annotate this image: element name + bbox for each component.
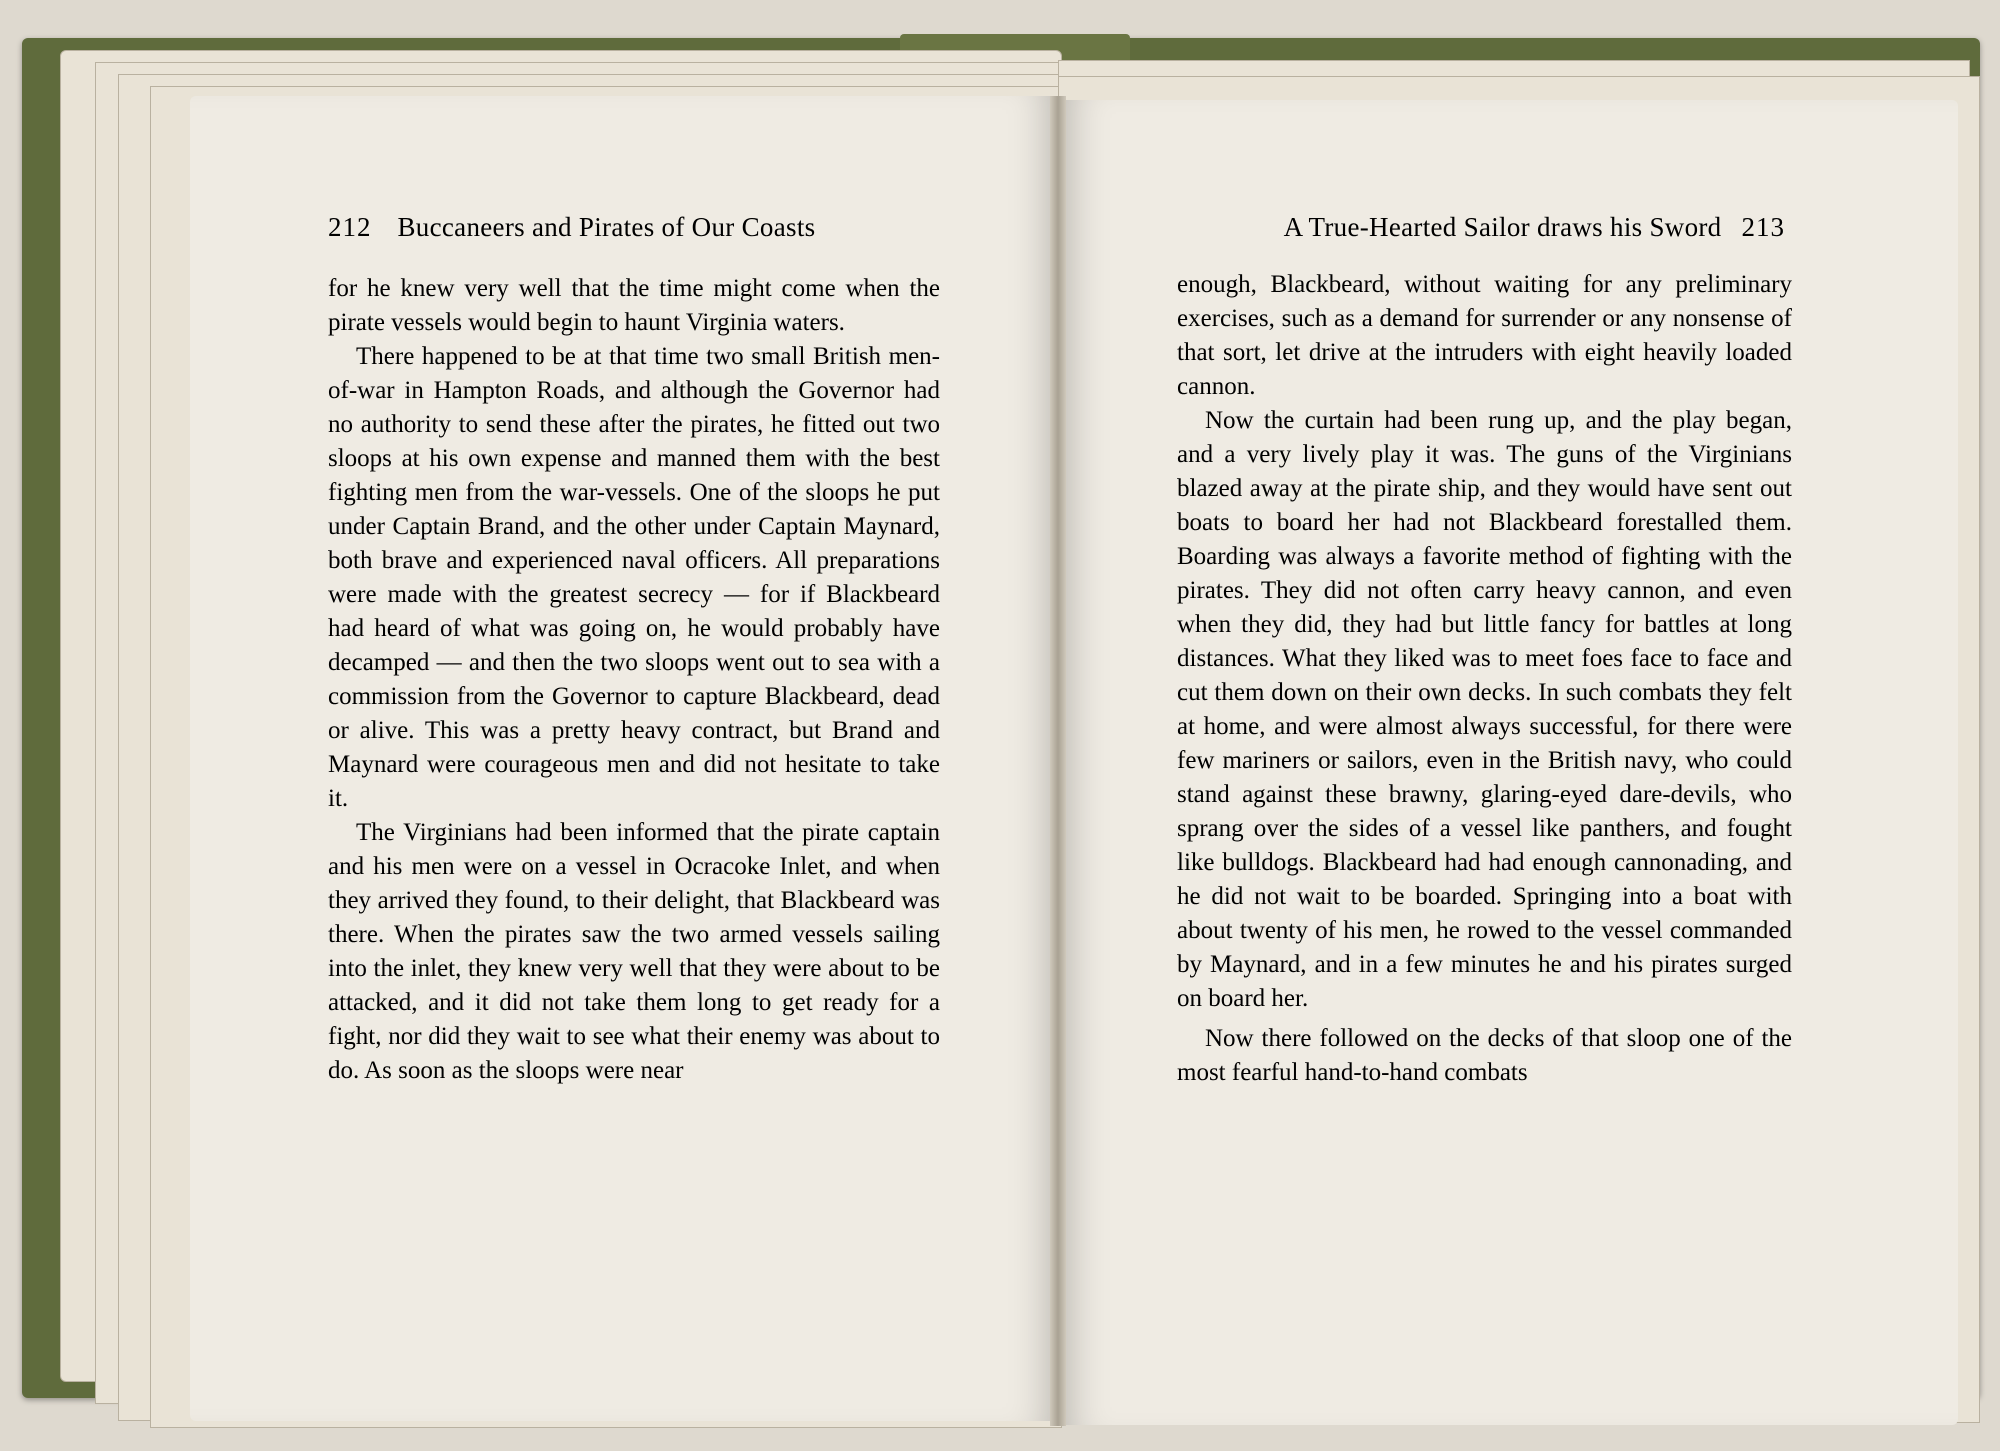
left-paragraph-3: The Virginians had been informed that the pirate captain and his men were on a vessel in Ocracoke Inlet, and when they arrived they found, to their delight, that Blackbeard was there. When the pirates saw the two armed vessels sailing into the inlet, they knew very well that they were about to be attacked, and it did not take them long to get ready for a fight, nor did they wait to see what their enemy was about to do. As soon as the sloops were near <box>328 819 940 1084</box>
left-page-number: 212 <box>328 212 372 242</box>
right-page-text <box>1177 268 1792 1090</box>
right-page-number: 213 <box>1741 212 1785 242</box>
right-paragraph-2: Now the curtain had been rung up, and the play began, and a very lively play it was. The guns of the Virginians blazed away at the pirate ship, and they would have sent out boats to board her had not Blackbeard forestalled them. Boarding was always a favorite method of fighting with the pirates. They did not often carry heavy cannon, and even when they did, they had but little fancy for battles at long distances. What they liked was to meet foes face to face and cut them down on their own decks. In such combats they felt at home, and were almost always successful, for there were few mariners or sailors, even in the British navy, who could stand against these brawny, glaring-eyed dare-devils, who sprang over the sides of a vessel like panthers, and fought like bulldogs. Blackbeard had had enough cannonading, and he did not wait to be boarded. Springing into a boat with about twenty of his men, he rowed to the vessel commanded by Maynard, and in a few minutes he and his pirates surged on board her. <box>1177 407 1792 1012</box>
left-paragraph-1: for he knew very well that the time might come when the pirate vessels would begin to haunt Virginia waters. <box>328 275 940 336</box>
left-paragraph-2: There happened to be at that time two small British men-of-war in Hampton Roads, and although the Governor had no authority to send these after the pirates, he fitted out two sloops at his own expense and manned them with the best fighting men from the war-vessels. One of the sloops he put under Captain Brand, and the other under Captain Maynard, both brave and experienced naval officers. All preparations were made with the greatest secrecy — for if Blackbeard had heard of what was going on, he would probably have decamped — and then the two sloops went out to sea with a commission from the Governor to capture Blackbeard, dead or alive. This was a pretty heavy contract, but Brand and Maynard were courageous men and did not hesitate to take it. <box>328 343 940 812</box>
left-page-text <box>328 272 940 1088</box>
right-paragraph-1: enough, Blackbeard, without waiting for any preliminary exercises, such as a demand for surrender or any nonsense of that sort, let drive at the intruders with eight heavily loaded cannon. <box>1177 271 1792 400</box>
left-running-title: Buccaneers and Pirates of Our Coasts <box>397 212 816 242</box>
left-running-header <box>328 212 868 243</box>
right-running-title: A True-Hearted Sailor draws his Sword <box>1283 212 1722 242</box>
right-running-header <box>1215 212 1785 243</box>
right-paragraph-3: Now there followed on the decks of that sloop one of the most fearful hand-to-hand combats <box>1177 1025 1792 1086</box>
book-gutter <box>1050 96 1066 1426</box>
